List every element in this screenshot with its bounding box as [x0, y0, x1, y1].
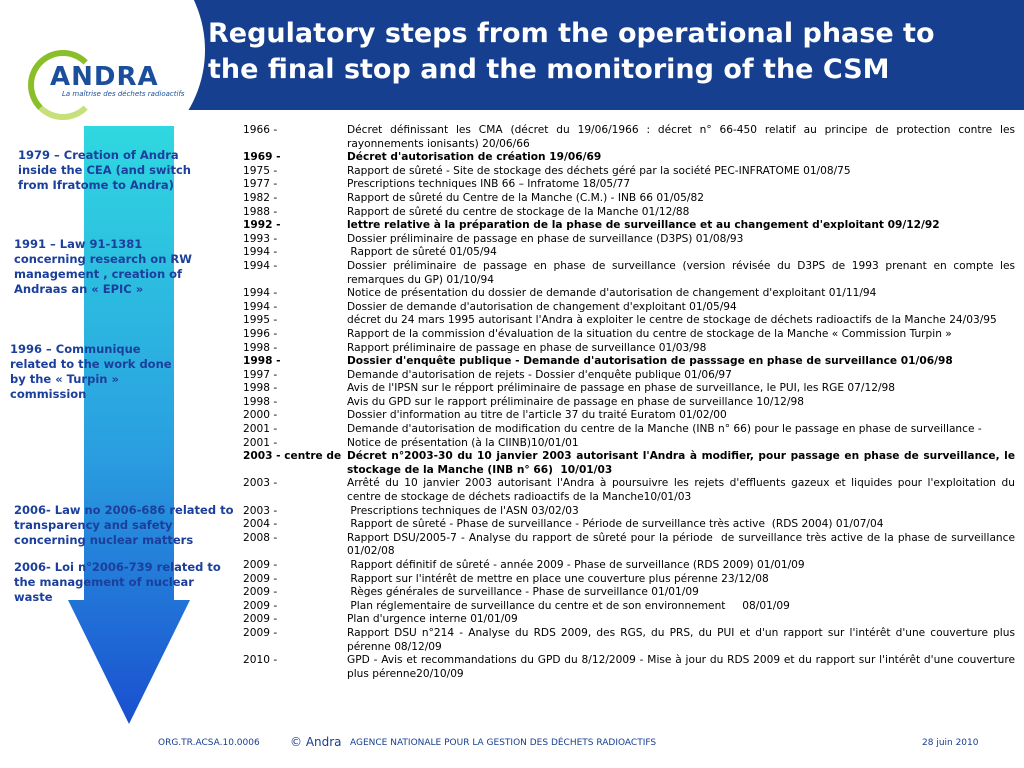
timeline-row [243, 287, 1015, 301]
timeline-entry: Avis du GPD sur le rapport préliminaire de passage en phase de surveillance 10/12/98 [347, 395, 804, 408]
timeline-year: 1966 - [243, 124, 278, 136]
timeline-row [243, 573, 1015, 587]
timeline-entry: Plan réglementaire de surveillance du centre et de son environnement 08/01/09 [347, 599, 790, 612]
timeline-row [243, 178, 1015, 192]
timeline-row [243, 233, 1015, 247]
title-line-1: Regulatory steps from the operational phase to [208, 18, 935, 49]
footer-copyright: © Andra [290, 735, 342, 749]
timeline-row [243, 477, 1019, 504]
timeline-year: 1982 - [243, 191, 278, 204]
timeline-row [243, 586, 1015, 600]
timeline-entry: Rapport de sûreté 01/05/94 [347, 246, 497, 259]
timeline-entry: Rapport de la commission d'évaluation de la situation du centre de stockage de la Manche « Commission Turpin » [347, 327, 952, 340]
timeline-year: 1998 - [243, 382, 278, 395]
timeline-year: 1998 - [243, 341, 278, 354]
timeline-row [243, 382, 1015, 396]
timeline-entry: GPD - Avis et recommandations du GPD du 8/12/2009 - Mise à jour du RDS 2009 et du rapport sur l'intérêt d'une couverture plus pérenne20/10/09 [347, 654, 1019, 680]
timeline-entry: Plan d'urgence interne 01/01/09 [347, 613, 518, 626]
timeline-row [243, 518, 1015, 532]
timeline-year: 2001 - [243, 423, 278, 436]
timeline-row [243, 328, 1015, 342]
timeline-year: 2008 - [243, 531, 278, 544]
timeline-row [243, 437, 1015, 451]
timeline-year: 1977 - [243, 178, 278, 191]
timeline-year: 2010 - [243, 654, 278, 667]
timeline-year: 2009 - [243, 559, 278, 571]
logo-name: ANDRA [50, 62, 159, 92]
timeline-row [243, 246, 1015, 260]
timeline-year: 1994 - [243, 259, 278, 272]
timeline-year: 2003 - centre de [243, 450, 342, 463]
timeline-row [243, 369, 1015, 383]
header [0, 0, 1024, 110]
timeline-entry: Rapport de sûreté du Centre de la Manche (C.M.) - INB 66 01/05/82 [347, 191, 704, 204]
timeline-entry: Règes générales de surveillance - Phase de surveillance 01/01/09 [347, 586, 699, 599]
timeline-year: 1993 - [243, 232, 278, 245]
timeline-entry: Demande d'autorisation de rejets - Dossier d'enquête publique 01/06/97 [347, 368, 732, 381]
timeline-year: 2009 - [243, 586, 278, 599]
timeline-entry: Décret définissant les CMA (décret du 19/06/1966 : décret n° 66-450 relatif au principe de protection contre les rayonnements ionisants) 20/06/66 [347, 124, 1019, 150]
timeline-entry: décret du 24 mars 1995 autorisant l'Andra à exploiter le centre de stockage de déchets radioactifs de la Manche 24/03/95 [347, 314, 997, 327]
timeline-year: 1992 - [243, 219, 281, 232]
timeline-year: 2009 - [243, 599, 278, 612]
timeline-entry: Arrêté du 10 janvier 2003 autorisant l'Andra à poursuivre les rejets d'effluents gazeux et liquides pour l'exploitation du centre de stockage de déchets radioactifs de la Manche10/01/03 [347, 477, 1019, 504]
timeline-row [243, 219, 1015, 233]
timeline-year: 1997 - [243, 368, 278, 381]
timeline-row [243, 206, 1015, 220]
title-line-2: the final stop and the monitoring of the CSM [208, 54, 890, 85]
timeline-entry: Décret d'autorisation de création 19/06/69 [347, 151, 602, 164]
timeline-entry: Notice de présentation du dossier de demande d'autorisation de changement d'exploitant 01/11/94 [347, 287, 877, 300]
side-note-1979: 1979 – Creation of Andra inside the CEA (and switch from Ifratome to Andra) [18, 148, 191, 192]
timeline-row [243, 342, 1015, 356]
footer-reference: ORG.TR.ACSA.10.0006 [158, 738, 260, 748]
footer-date: 28 juin 2010 [922, 738, 979, 748]
timeline-entry: Demande d'autorisation de modification du centre de la Manche (INB n° 66) pour le passage en phase de surveillance - [347, 423, 982, 436]
timeline-row [243, 124, 1019, 151]
timeline-row [243, 165, 1015, 179]
footer-agency: AGENCE NATIONALE POUR LA GESTION DES DÉCHETS RADIOACTIFS [350, 738, 657, 748]
timeline-year: 2009 - [243, 572, 278, 585]
timeline-row [243, 301, 1015, 315]
timeline-row [243, 409, 1015, 423]
footer [0, 734, 1024, 756]
timeline-year: 1996 - [243, 327, 278, 340]
side-note-1996: 1996 – Communique related to the work done by the « Turpin » commission [10, 342, 172, 401]
page-title [208, 16, 1008, 88]
timeline-entry: lettre relative à la préparation de la phase de surveillance et au changement d'exploitant 09/12/92 [347, 219, 940, 232]
timeline-year: 2009 - [243, 626, 278, 639]
timeline-entry: Dossier d'information au titre de l'article 37 du traité Euratom 01/02/00 [347, 409, 727, 422]
timeline-entry: Dossier d'enquête publique - Demande d'autorisation de passsage en phase de surveillance 01/06/98 [347, 355, 953, 368]
timeline-year: 1994 - [243, 246, 278, 259]
timeline-year: 2009 - [243, 613, 278, 626]
timeline-entry: Décret n°2003-30 du 10 janvier 2003 autorisant l'Andra à modifier, pour passage en phase de surveillance, le stockage de la Manche (INB n° 66) 10/01/03 [347, 450, 1019, 476]
logo-tagline: La maîtrise des déchets radioactifs [62, 90, 185, 98]
timeline-row [243, 626, 1019, 654]
timeline-year: 2001 - [243, 436, 278, 449]
timeline-row [243, 600, 1015, 614]
timeline-row [243, 423, 1015, 437]
timeline-year: 1975 - [243, 164, 278, 177]
timeline-row [243, 613, 1015, 627]
timeline-row [243, 259, 1019, 287]
timeline-year: 1998 - [243, 395, 278, 408]
timeline-entry: Rapport de sûreté - Phase de surveillance - Période de surveillance très active (RDS 2004) 01/07/04 [347, 518, 884, 531]
timeline-row [243, 505, 1015, 519]
timeline-row [243, 450, 1019, 477]
timeline-year: 1994 - [243, 287, 278, 300]
timeline-year: 1995 - [243, 314, 278, 327]
timeline-row [243, 355, 1015, 369]
timeline-entry: Notice de présentation (à la CIINB)10/01/01 [347, 436, 579, 449]
timeline-entry: Dossier préliminaire de passage en phase de surveillance (version révisée du D3PS de 1993 prenant en compte les remarques du GP) 01/10/94 [347, 259, 1019, 286]
timeline-entry: Avis de l'IPSN sur le répport préliminaire de passage en phase de surveillance, le PUI, les RGE 07/12/98 [347, 382, 896, 395]
timeline-entry: Rapport DSU n°214 - Analyse du RDS 2009, des RGS, du PRS, du PUI et d'un rapport sur l'intérêt d'une couverture plus pérenne 08/12/09 [347, 626, 1019, 653]
timeline-entry: Rapport DSU/2005-7 - Analyse du rapport de sûreté pour la période de surveillance très active de la phase de surveillance 01/02/08 [347, 531, 1019, 558]
timeline-year: 2000 - [243, 409, 278, 422]
timeline-year: 1994 - [243, 300, 278, 313]
timeline-row [243, 396, 1015, 410]
timeline-year: 1969 - [243, 151, 281, 164]
side-note-2006-law-739: 2006- Loi n°2006-739 related to the management of nuclear waste [14, 560, 221, 604]
timeline-entry: Rapport définitif de sûreté - année 2009 - Phase de surveillance (RDS 2009) 01/01/09 [347, 559, 805, 571]
timeline-row [243, 531, 1019, 559]
timeline-year: 2003 - [243, 477, 278, 490]
timeline-entry: Rapport de sûreté du centre de stockage de la Manche 01/12/88 [347, 205, 690, 218]
timeline-entry: Rapport préliminaire de passage en phase de surveillance 01/03/98 [347, 341, 707, 354]
timeline-year: 1998 - [243, 355, 281, 368]
timeline-entry: Dossier de demande d'autorisation de changement d'exploitant 01/05/94 [347, 300, 737, 313]
timeline-row [243, 151, 1015, 165]
timeline-entry: Prescriptions techniques de l'ASN 03/02/03 [347, 504, 579, 517]
timeline-entry: Rapport sur l'intérêt de mettre en place une couverture plus pérenne 23/12/08 [347, 572, 769, 585]
timeline-row [243, 192, 1015, 206]
timeline-entry: Dossier préliminaire de passage en phase de surveillance (D3PS) 01/08/93 [347, 232, 744, 245]
timeline-row [243, 654, 1019, 681]
timeline-entry: Rapport de sûreté - Site de stockage des déchets géré par la société PEC-INFRATOME 01/08/75 [347, 164, 851, 177]
side-note-2006-law-686: 2006- Law no 2006-686 related to transparency and safety concerning nuclear matters [14, 503, 234, 547]
timeline-entry: Prescriptions techniques INB 66 – Infratome 18/05/77 [347, 178, 631, 191]
timeline-arrow-icon [68, 126, 190, 724]
regulatory-timeline [243, 124, 1019, 681]
side-note-1991: 1991 – Law 91-1381 concerning research on RW management , creation of Andraas an « EPIC » [14, 237, 192, 296]
timeline-row [243, 314, 1015, 328]
andra-logo [28, 50, 185, 110]
timeline-year: 2003 - [243, 504, 278, 517]
timeline-year: 1988 - [243, 205, 278, 218]
timeline-year: 2004 - [243, 518, 278, 531]
timeline-row [243, 559, 1015, 573]
